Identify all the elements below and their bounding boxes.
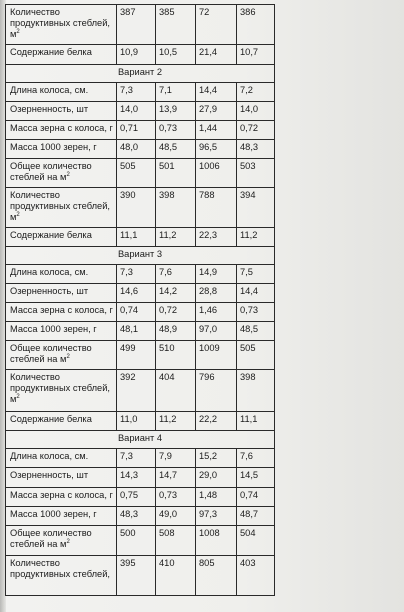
- value-cell: 48,3: [117, 507, 156, 526]
- value-cell: 398: [237, 370, 275, 412]
- table-row: [6, 370, 275, 412]
- value-cell: 0,75: [117, 488, 156, 507]
- row-label: Длина колоса, см.: [10, 267, 89, 277]
- row-label: Количество продуктивных стеблей, м: [10, 372, 111, 404]
- value-cell: 398: [156, 188, 196, 228]
- value-cell: 27,9: [196, 102, 237, 121]
- row-label-cell: [6, 303, 117, 322]
- table-row: [6, 341, 275, 370]
- table-row: [6, 412, 275, 431]
- value-cell: 1,46: [196, 303, 237, 322]
- row-label-cell: [6, 556, 117, 596]
- value-cell: 14,2: [156, 284, 196, 303]
- value-cell: 96,5: [196, 140, 237, 159]
- unit-superscript: 2: [66, 172, 70, 178]
- unit-superscript: 2: [66, 539, 70, 545]
- value-cell: 1008: [196, 526, 237, 556]
- value-cell: 510: [156, 341, 196, 370]
- value-cell: 503: [237, 159, 275, 188]
- row-label: Масса зерна с колоса, г: [10, 123, 113, 133]
- row-label-cell: [6, 284, 117, 303]
- value-cell: 97,3: [196, 507, 237, 526]
- value-cell: 504: [237, 526, 275, 556]
- value-cell: 0,73: [156, 121, 196, 140]
- row-label: Длина колоса, см.: [10, 85, 89, 95]
- value-cell: 0,73: [237, 303, 275, 322]
- table-row: [6, 303, 275, 322]
- value-cell: 392: [117, 370, 156, 412]
- value-cell: 49,0: [156, 507, 196, 526]
- table-row: [6, 228, 275, 247]
- unit-superscript: 2: [16, 394, 20, 400]
- value-cell: 48,3: [237, 140, 275, 159]
- results-table-body: [6, 5, 275, 596]
- row-label-cell: [6, 341, 117, 370]
- value-cell: 11,2: [156, 412, 196, 431]
- value-cell: 387: [117, 5, 156, 45]
- row-label-cell: [6, 322, 117, 341]
- value-cell: 21,4: [196, 45, 237, 65]
- row-label: Общее количество стеблей на м: [10, 161, 92, 182]
- value-cell: 10,9: [117, 45, 156, 65]
- unit-superscript: 2: [16, 212, 20, 218]
- table-row: [6, 284, 275, 303]
- value-cell: 14,7: [156, 468, 196, 488]
- value-cell: 7,9: [156, 449, 196, 468]
- value-cell: 1,48: [196, 488, 237, 507]
- value-cell: 11,1: [117, 228, 156, 247]
- row-label: Масса 1000 зерен, г: [10, 509, 97, 519]
- row-label-cell: [6, 468, 117, 488]
- value-cell: 11,1: [237, 412, 275, 431]
- value-cell: 0,73: [156, 488, 196, 507]
- value-cell: 22,2: [196, 412, 237, 431]
- table-row: [6, 507, 275, 526]
- value-cell: 0,72: [156, 303, 196, 322]
- value-cell: 501: [156, 159, 196, 188]
- value-cell: 14,3: [117, 468, 156, 488]
- row-label-cell: [6, 412, 117, 431]
- value-cell: 508: [156, 526, 196, 556]
- value-cell: 48,1: [117, 322, 156, 341]
- value-cell: 499: [117, 341, 156, 370]
- value-cell: 1009: [196, 341, 237, 370]
- row-label: Масса 1000 зерен, г: [10, 142, 97, 152]
- section-header-row: [6, 65, 275, 83]
- value-cell: 505: [117, 159, 156, 188]
- row-label-cell: [6, 228, 117, 247]
- value-cell: 10,7: [237, 45, 275, 65]
- table-row: [6, 102, 275, 121]
- value-cell: 48,9: [156, 322, 196, 341]
- row-label-cell: [6, 5, 117, 45]
- value-cell: 28,8: [196, 284, 237, 303]
- row-label-cell: [6, 45, 117, 65]
- value-cell: 22,3: [196, 228, 237, 247]
- value-cell: 14,5: [237, 468, 275, 488]
- results-table: [5, 4, 275, 596]
- value-cell: 0,72: [237, 121, 275, 140]
- row-label: Озерненность, шт: [10, 104, 89, 114]
- row-label: Количество продуктивных стеблей, м: [10, 190, 111, 222]
- value-cell: 386: [237, 5, 275, 45]
- value-cell: 1006: [196, 159, 237, 188]
- section-header-row: [6, 247, 275, 265]
- value-cell: 29,0: [196, 468, 237, 488]
- row-label-cell: [6, 507, 117, 526]
- value-cell: 404: [156, 370, 196, 412]
- value-cell: 788: [196, 188, 237, 228]
- row-label-cell: [6, 488, 117, 507]
- table-row: [6, 83, 275, 102]
- table-row: [6, 188, 275, 228]
- value-cell: 7,6: [156, 265, 196, 284]
- value-cell: 7,1: [156, 83, 196, 102]
- value-cell: 505: [237, 341, 275, 370]
- value-cell: 48,5: [156, 140, 196, 159]
- value-cell: 97,0: [196, 322, 237, 341]
- row-label-cell: [6, 140, 117, 159]
- value-cell: 15,2: [196, 449, 237, 468]
- value-cell: 0,71: [117, 121, 156, 140]
- row-label: Озерненность, шт: [10, 286, 89, 296]
- value-cell: 390: [117, 188, 156, 228]
- row-label: Количество продуктивных стеблей, м: [10, 7, 111, 39]
- section-title: Вариант 4: [6, 431, 275, 449]
- value-cell: 11,2: [156, 228, 196, 247]
- row-label-cell: [6, 121, 117, 140]
- value-cell: 7,3: [117, 449, 156, 468]
- value-cell: 410: [156, 556, 196, 596]
- table-row: [6, 468, 275, 488]
- row-label: Масса зерна с колоса, г: [10, 490, 113, 500]
- section-header-row: [6, 431, 275, 449]
- value-cell: 7,5: [237, 265, 275, 284]
- value-cell: 403: [237, 556, 275, 596]
- value-cell: 500: [117, 526, 156, 556]
- row-label-cell: [6, 188, 117, 228]
- value-cell: 805: [196, 556, 237, 596]
- row-label: Общее количество стеблей на м: [10, 343, 92, 364]
- row-label-cell: [6, 102, 117, 121]
- value-cell: 7,2: [237, 83, 275, 102]
- row-label-cell: [6, 526, 117, 556]
- value-cell: 7,3: [117, 265, 156, 284]
- value-cell: 14,6: [117, 284, 156, 303]
- value-cell: 13,9: [156, 102, 196, 121]
- value-cell: 1,44: [196, 121, 237, 140]
- row-label-cell: [6, 370, 117, 412]
- row-label: Масса зерна с колоса, г: [10, 305, 113, 315]
- row-label: Общее количество стеблей на м: [10, 528, 92, 549]
- table-row: [6, 556, 275, 596]
- value-cell: 14,4: [237, 284, 275, 303]
- row-label: Содержание белка: [10, 414, 92, 424]
- row-label: Содержание белка: [10, 230, 92, 240]
- value-cell: 14,0: [237, 102, 275, 121]
- table-row: [6, 45, 275, 65]
- row-label: Длина колоса, см.: [10, 451, 89, 461]
- table-row: [6, 449, 275, 468]
- value-cell: 7,3: [117, 83, 156, 102]
- value-cell: 72: [196, 5, 237, 45]
- row-label: Озерненность, шт: [10, 470, 89, 480]
- value-cell: 48,7: [237, 507, 275, 526]
- value-cell: 385: [156, 5, 196, 45]
- value-cell: 394: [237, 188, 275, 228]
- value-cell: 14,9: [196, 265, 237, 284]
- row-label: Содержание белка: [10, 47, 92, 57]
- value-cell: 11,2: [237, 228, 275, 247]
- value-cell: 10,5: [156, 45, 196, 65]
- row-label: Масса 1000 зерен, г: [10, 324, 97, 334]
- row-label-cell: [6, 83, 117, 102]
- value-cell: 14,4: [196, 83, 237, 102]
- value-cell: 7,6: [237, 449, 275, 468]
- value-cell: 48,5: [237, 322, 275, 341]
- value-cell: 14,0: [117, 102, 156, 121]
- row-label-cell: [6, 265, 117, 284]
- value-cell: 395: [117, 556, 156, 596]
- section-title: Вариант 3: [6, 247, 275, 265]
- unit-superscript: 2: [66, 354, 70, 360]
- row-label: Количество продуктивных стеблей,: [10, 558, 111, 579]
- row-label-cell: [6, 159, 117, 188]
- value-cell: 11,0: [117, 412, 156, 431]
- row-label-cell: [6, 449, 117, 468]
- value-cell: 796: [196, 370, 237, 412]
- section-title: Вариант 2: [6, 65, 275, 83]
- table-row: [6, 265, 275, 284]
- table-row: [6, 526, 275, 556]
- table-row: [6, 159, 275, 188]
- value-cell: 0,74: [237, 488, 275, 507]
- table-row: [6, 140, 275, 159]
- table-row: [6, 5, 275, 45]
- table-row: [6, 322, 275, 341]
- unit-superscript: 2: [16, 29, 20, 35]
- table-row: [6, 488, 275, 507]
- value-cell: 0,74: [117, 303, 156, 322]
- table-row: [6, 121, 275, 140]
- value-cell: 48,0: [117, 140, 156, 159]
